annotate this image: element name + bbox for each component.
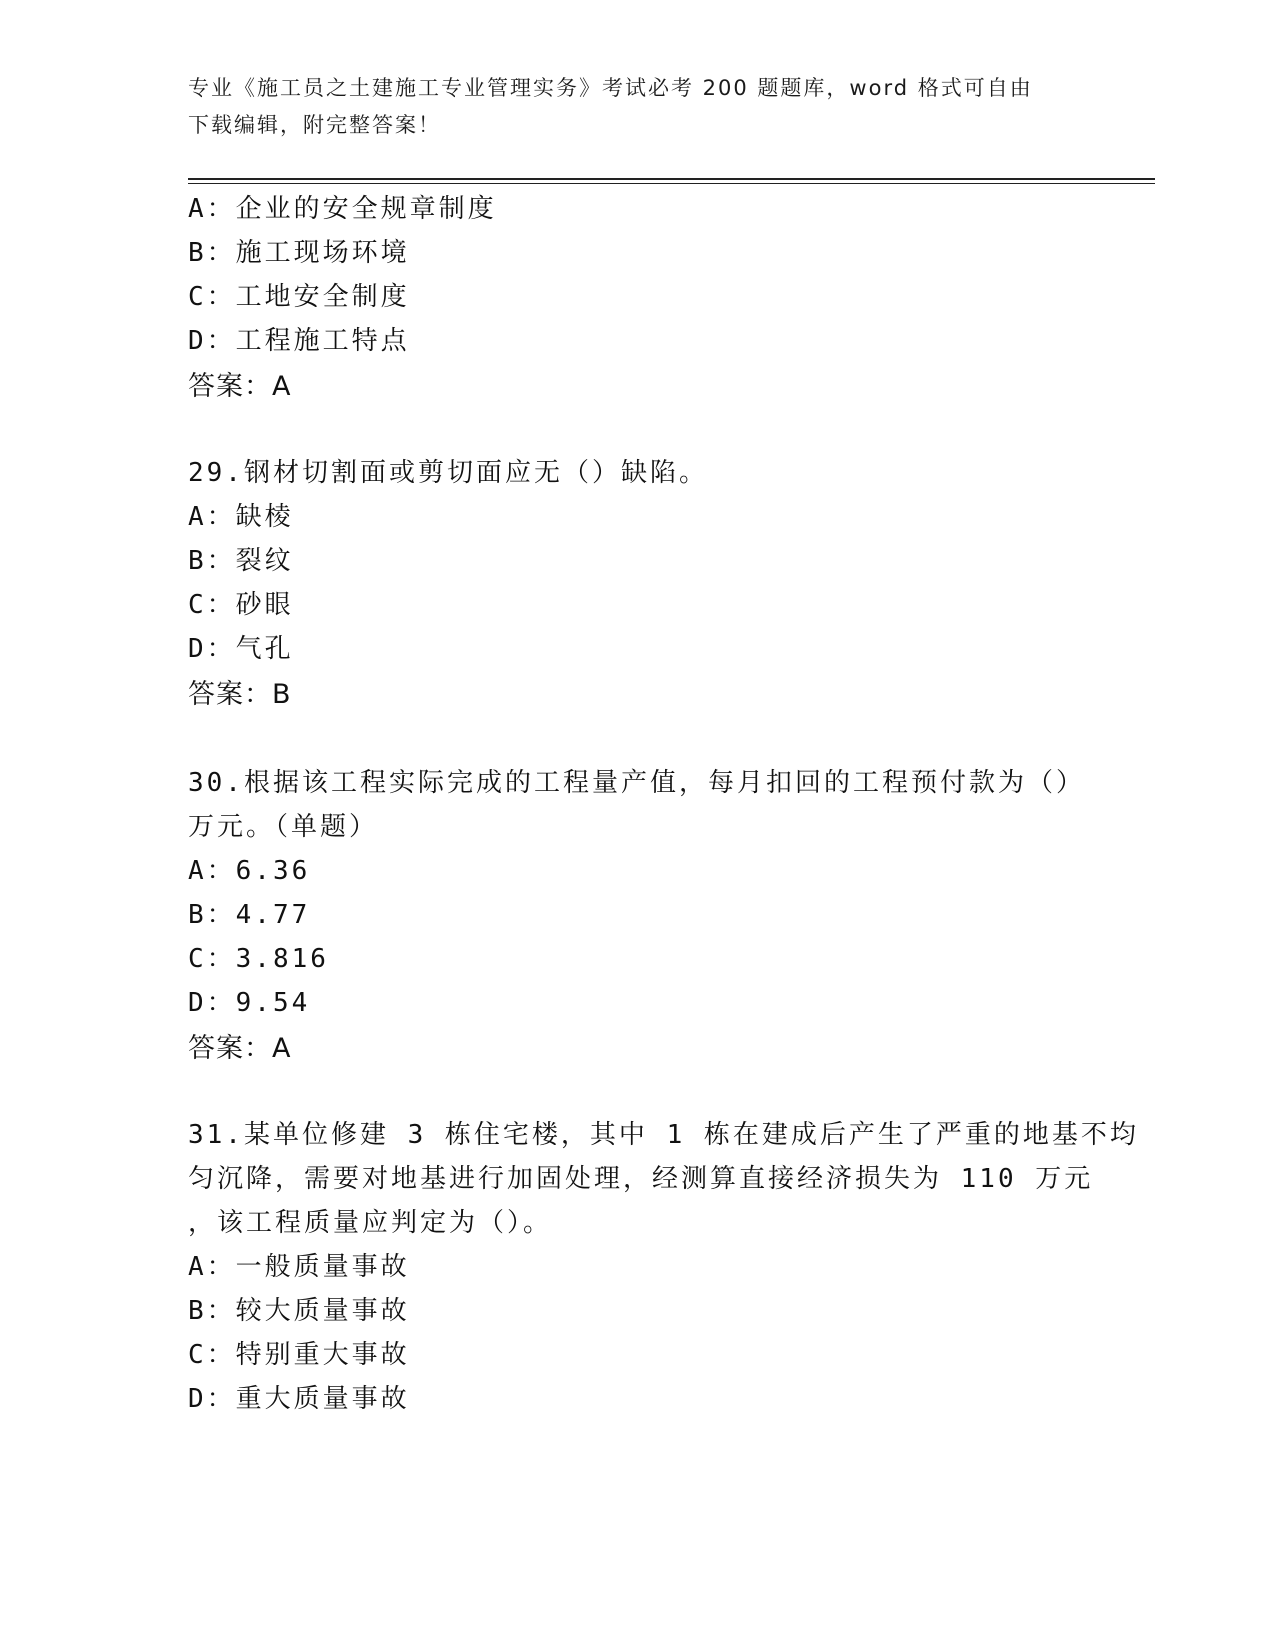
q29-option-c: C：砂眼 (188, 590, 294, 620)
q31-option-b: B：较大质量事故 (188, 1296, 410, 1326)
q28-option-c: C：工地安全制度 (188, 282, 410, 312)
q30-option-d: D：9.54 (188, 988, 311, 1018)
header-divider-thin (188, 183, 1155, 184)
q30-answer: 答案：A (188, 1033, 292, 1064)
q29-stem: 29.钢材切割面或剪切面应无（）缺陷。 (188, 458, 708, 488)
q29-option-a: A：缺棱 (188, 502, 294, 532)
q31-stem-line-3: ，该工程质量应判定为（）。 (188, 1208, 553, 1238)
document-header (188, 70, 1068, 144)
q31-stem-line-1: 31.某单位修建 3 栋住宅楼，其中 1 栋在建成后产生了严重的地基不均 (188, 1120, 1139, 1150)
q30-option-b: B：4.77 (188, 900, 311, 930)
q28-option-d: D：工程施工特点 (188, 326, 410, 356)
q28-option-b: B：施工现场环境 (188, 238, 410, 268)
q29-option-b: B：裂纹 (188, 546, 294, 576)
q31-option-a: A：一般质量事故 (188, 1252, 410, 1282)
q28-answer: 答案：A (188, 371, 292, 402)
q31-stem-line-2: 匀沉降，需要对地基进行加固处理，经测算直接经济损失为 110 万元 (188, 1164, 1094, 1194)
header-line-2: 下载编辑，附完整答案！ (188, 113, 441, 137)
q30-stem-line-2: 万元。（单题） (188, 812, 379, 842)
q31-option-c: C：特别重大事故 (188, 1340, 410, 1370)
q28-option-a: A：企业的安全规章制度 (188, 194, 497, 224)
q31-option-d: D：重大质量事故 (188, 1384, 410, 1414)
q30-stem-line-1: 30.根据该工程实际完成的工程量产值，每月扣回的工程预付款为（） (188, 768, 1085, 798)
header-line-1: 专业《施工员之土建施工专业管理实务》考试必考 200 题题库，word 格式可自由 (188, 76, 1033, 100)
header-divider-thick (188, 178, 1155, 180)
q29-option-d: D：气孔 (188, 634, 294, 664)
q30-option-a: A：6.36 (188, 856, 311, 886)
q30-option-c: C：3.816 (188, 944, 329, 974)
q29-answer: 答案：B (188, 679, 292, 710)
